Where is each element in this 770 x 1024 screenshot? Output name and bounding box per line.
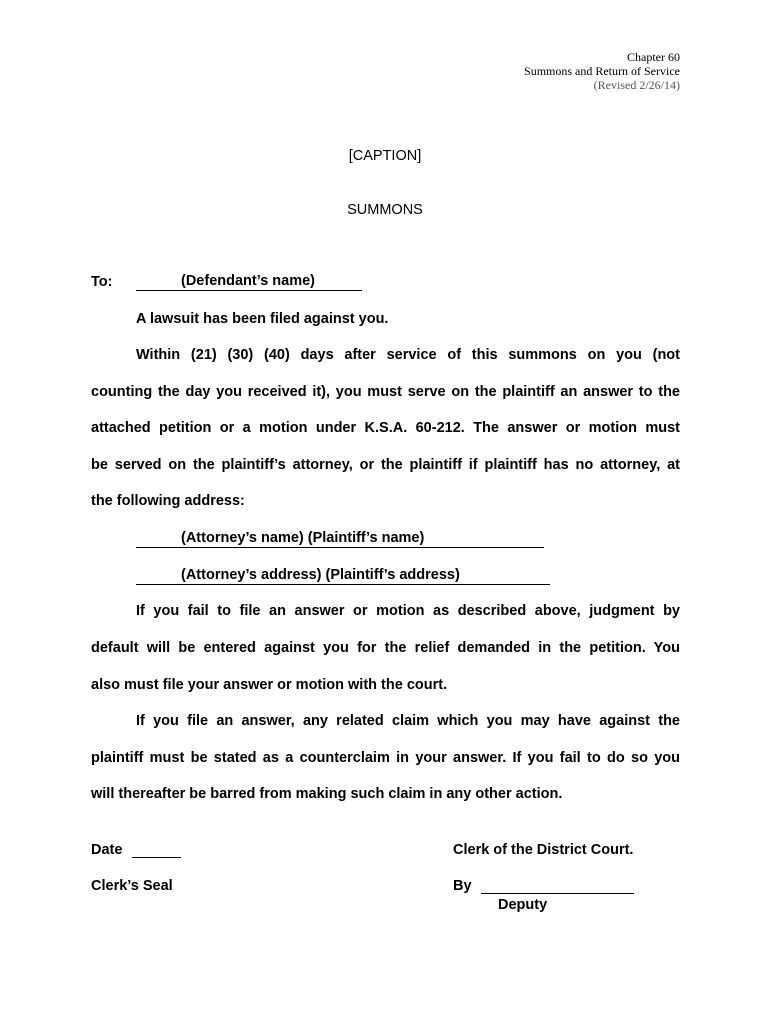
signature-field[interactable] <box>481 893 634 894</box>
to-label: To: <box>91 274 113 290</box>
date-label: Date <box>91 842 123 858</box>
deputy-label: Deputy <box>498 897 548 913</box>
defendant-name-placeholder: (Defendant’s name) <box>181 273 316 289</box>
para4-line-3: will thereafter be barred from making such claim in any other action. <box>91 786 563 802</box>
attorney-name-field[interactable] <box>136 529 544 548</box>
para2-line-4: be served on the plaintiff’s attorney, or the plaintiff if plaintiff has no attorney, at <box>91 457 680 473</box>
document-header <box>524 50 680 92</box>
para3-line-2: default will be entered against you for the relief demanded in the petition. You <box>91 640 680 656</box>
defendant-name-field[interactable] <box>136 272 362 291</box>
para4-line-2: plaintiff must be stated as a counterclaim in your answer. If you fail to do so you <box>91 750 680 766</box>
caption-placeholder: [CAPTION] <box>348 148 422 164</box>
para3-line-3: also must file your answer or motion with the court. <box>91 677 448 693</box>
para2-line-2: counting the day you received it), you must serve on the plaintiff an answer to the <box>91 384 680 400</box>
clerk-of-court-label: Clerk of the District Court. <box>453 842 634 858</box>
attorney-address-field[interactable] <box>136 566 550 585</box>
para4-line-1: If you file an answer, any related claim which you may have against the <box>136 713 680 729</box>
para2-line-5: the following address: <box>91 493 245 509</box>
para3-line-1: If you fail to file an answer or motion as described above, judgment by <box>136 603 680 619</box>
chapter-label: Chapter 60 <box>627 50 680 64</box>
clerk-seal-label: Clerk’s Seal <box>91 878 173 894</box>
document-title: SUMMONS <box>347 202 423 218</box>
header-subtitle: Summons and Return of Service <box>524 64 680 78</box>
by-label: By <box>453 878 472 894</box>
attorney-name-placeholder: (Attorney’s name) (Plaintiff’s name) <box>181 530 425 546</box>
date-field[interactable] <box>132 857 181 858</box>
lawsuit-notice: A lawsuit has been filed against you. <box>136 311 389 327</box>
attorney-address-placeholder: (Attorney’s address) (Plaintiff’s address) <box>181 567 460 583</box>
para2-line-3: attached petition or a motion under K.S.A. 60-212. The answer or motion must <box>91 420 680 436</box>
para2-line-1: Within (21) (30) (40) days after service of this summons on you (not <box>136 347 680 363</box>
revised-date: (Revised 2/26/14) <box>593 78 680 92</box>
